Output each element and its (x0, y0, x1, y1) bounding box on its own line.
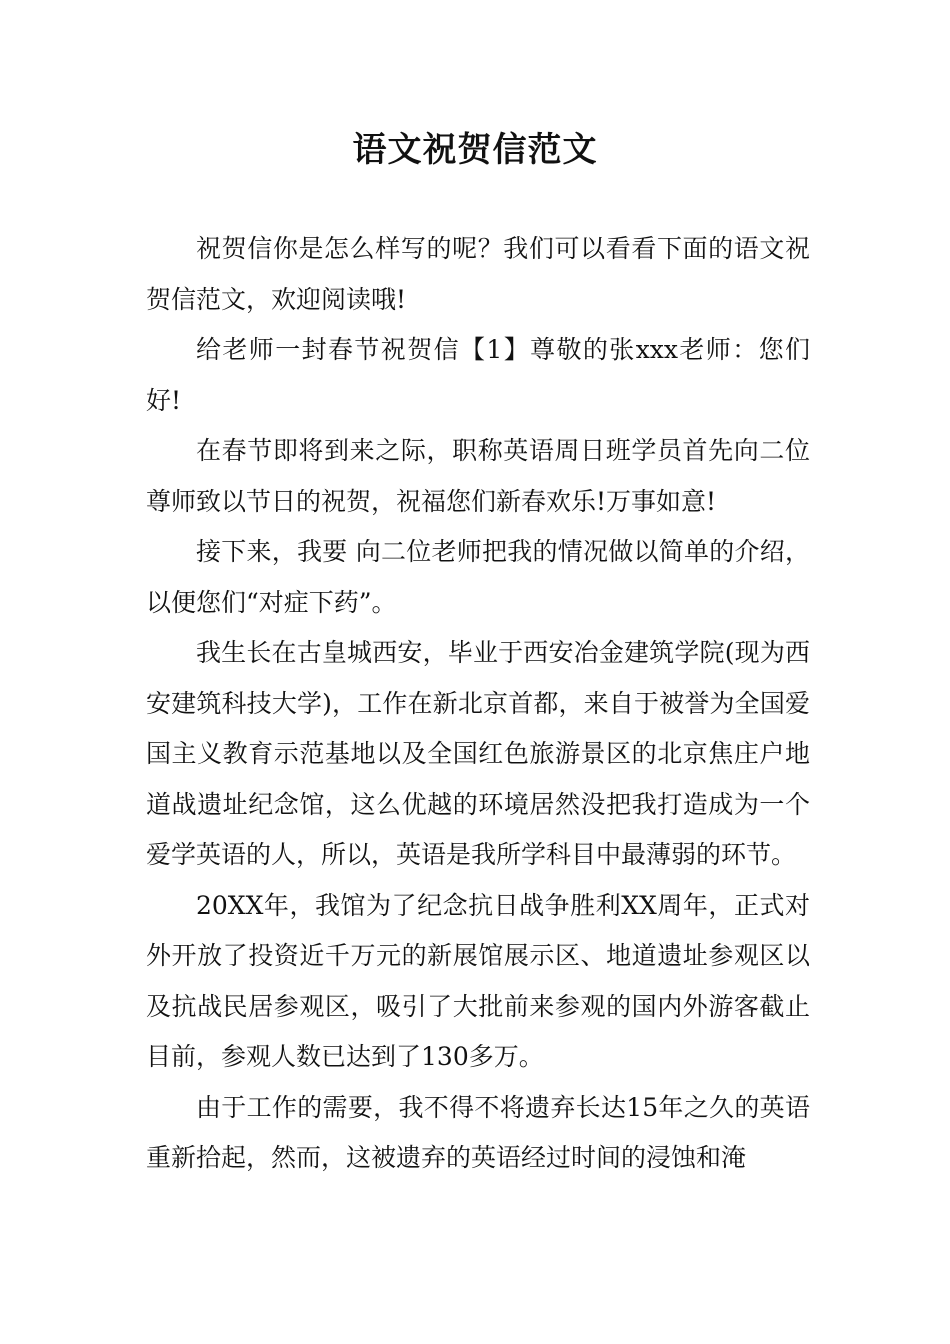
paragraph-work-need: 由于工作的需要，我不得不将遗弃长达15年之久的英语重新拾起，然而，这被遗弃的英语经过时间的浸蚀和淹 (146, 1092, 810, 1172)
paragraph-salutation: 给老师一封春节祝贺信【1】尊敬的张xxx老师：您们好! (146, 335, 810, 415)
paragraph-intro: 祝贺信你是怎么样写的呢？我们可以看看下面的语文祝贺信范文，欢迎阅读哦! (146, 234, 810, 314)
paragraph-greeting: 在春节即将到来之际，职称英语周日班学员首先向二位尊师致以节日的祝贺，祝福您们新春欢乐!万事如意! (146, 436, 810, 516)
paragraph-museum: 20XX年，我馆为了纪念抗日战争胜利XX周年，正式对外开放了投资近千万元的新展馆展示区、地道遗址参观区以及抗战民居参观区，吸引了大批前来参观的国内外游客截止目前，参观人数已达到了130多万。 (146, 890, 810, 1071)
document-title: 语文祝贺信范文 (352, 130, 598, 170)
paragraph-introduction: 接下来，我要 向二位老师把我的情况做以简单的介绍，以便您们“对症下药”。 (146, 537, 810, 617)
paragraph-background: 我生长在古皇城西安，毕业于西安冶金建筑学院(现为西安建筑科技大学)，工作在新北京首都，来自于被誉为全国爱国主义教育示范基地以及全国红色旅游景区的北京焦庄户地道战遗址纪念馆，这么优越的环境居然没把我打造成为一个爱学英语的人，所以，英语是我所学科目中最薄弱的环节。 (146, 638, 810, 869)
document-body (146, 224, 810, 1184)
